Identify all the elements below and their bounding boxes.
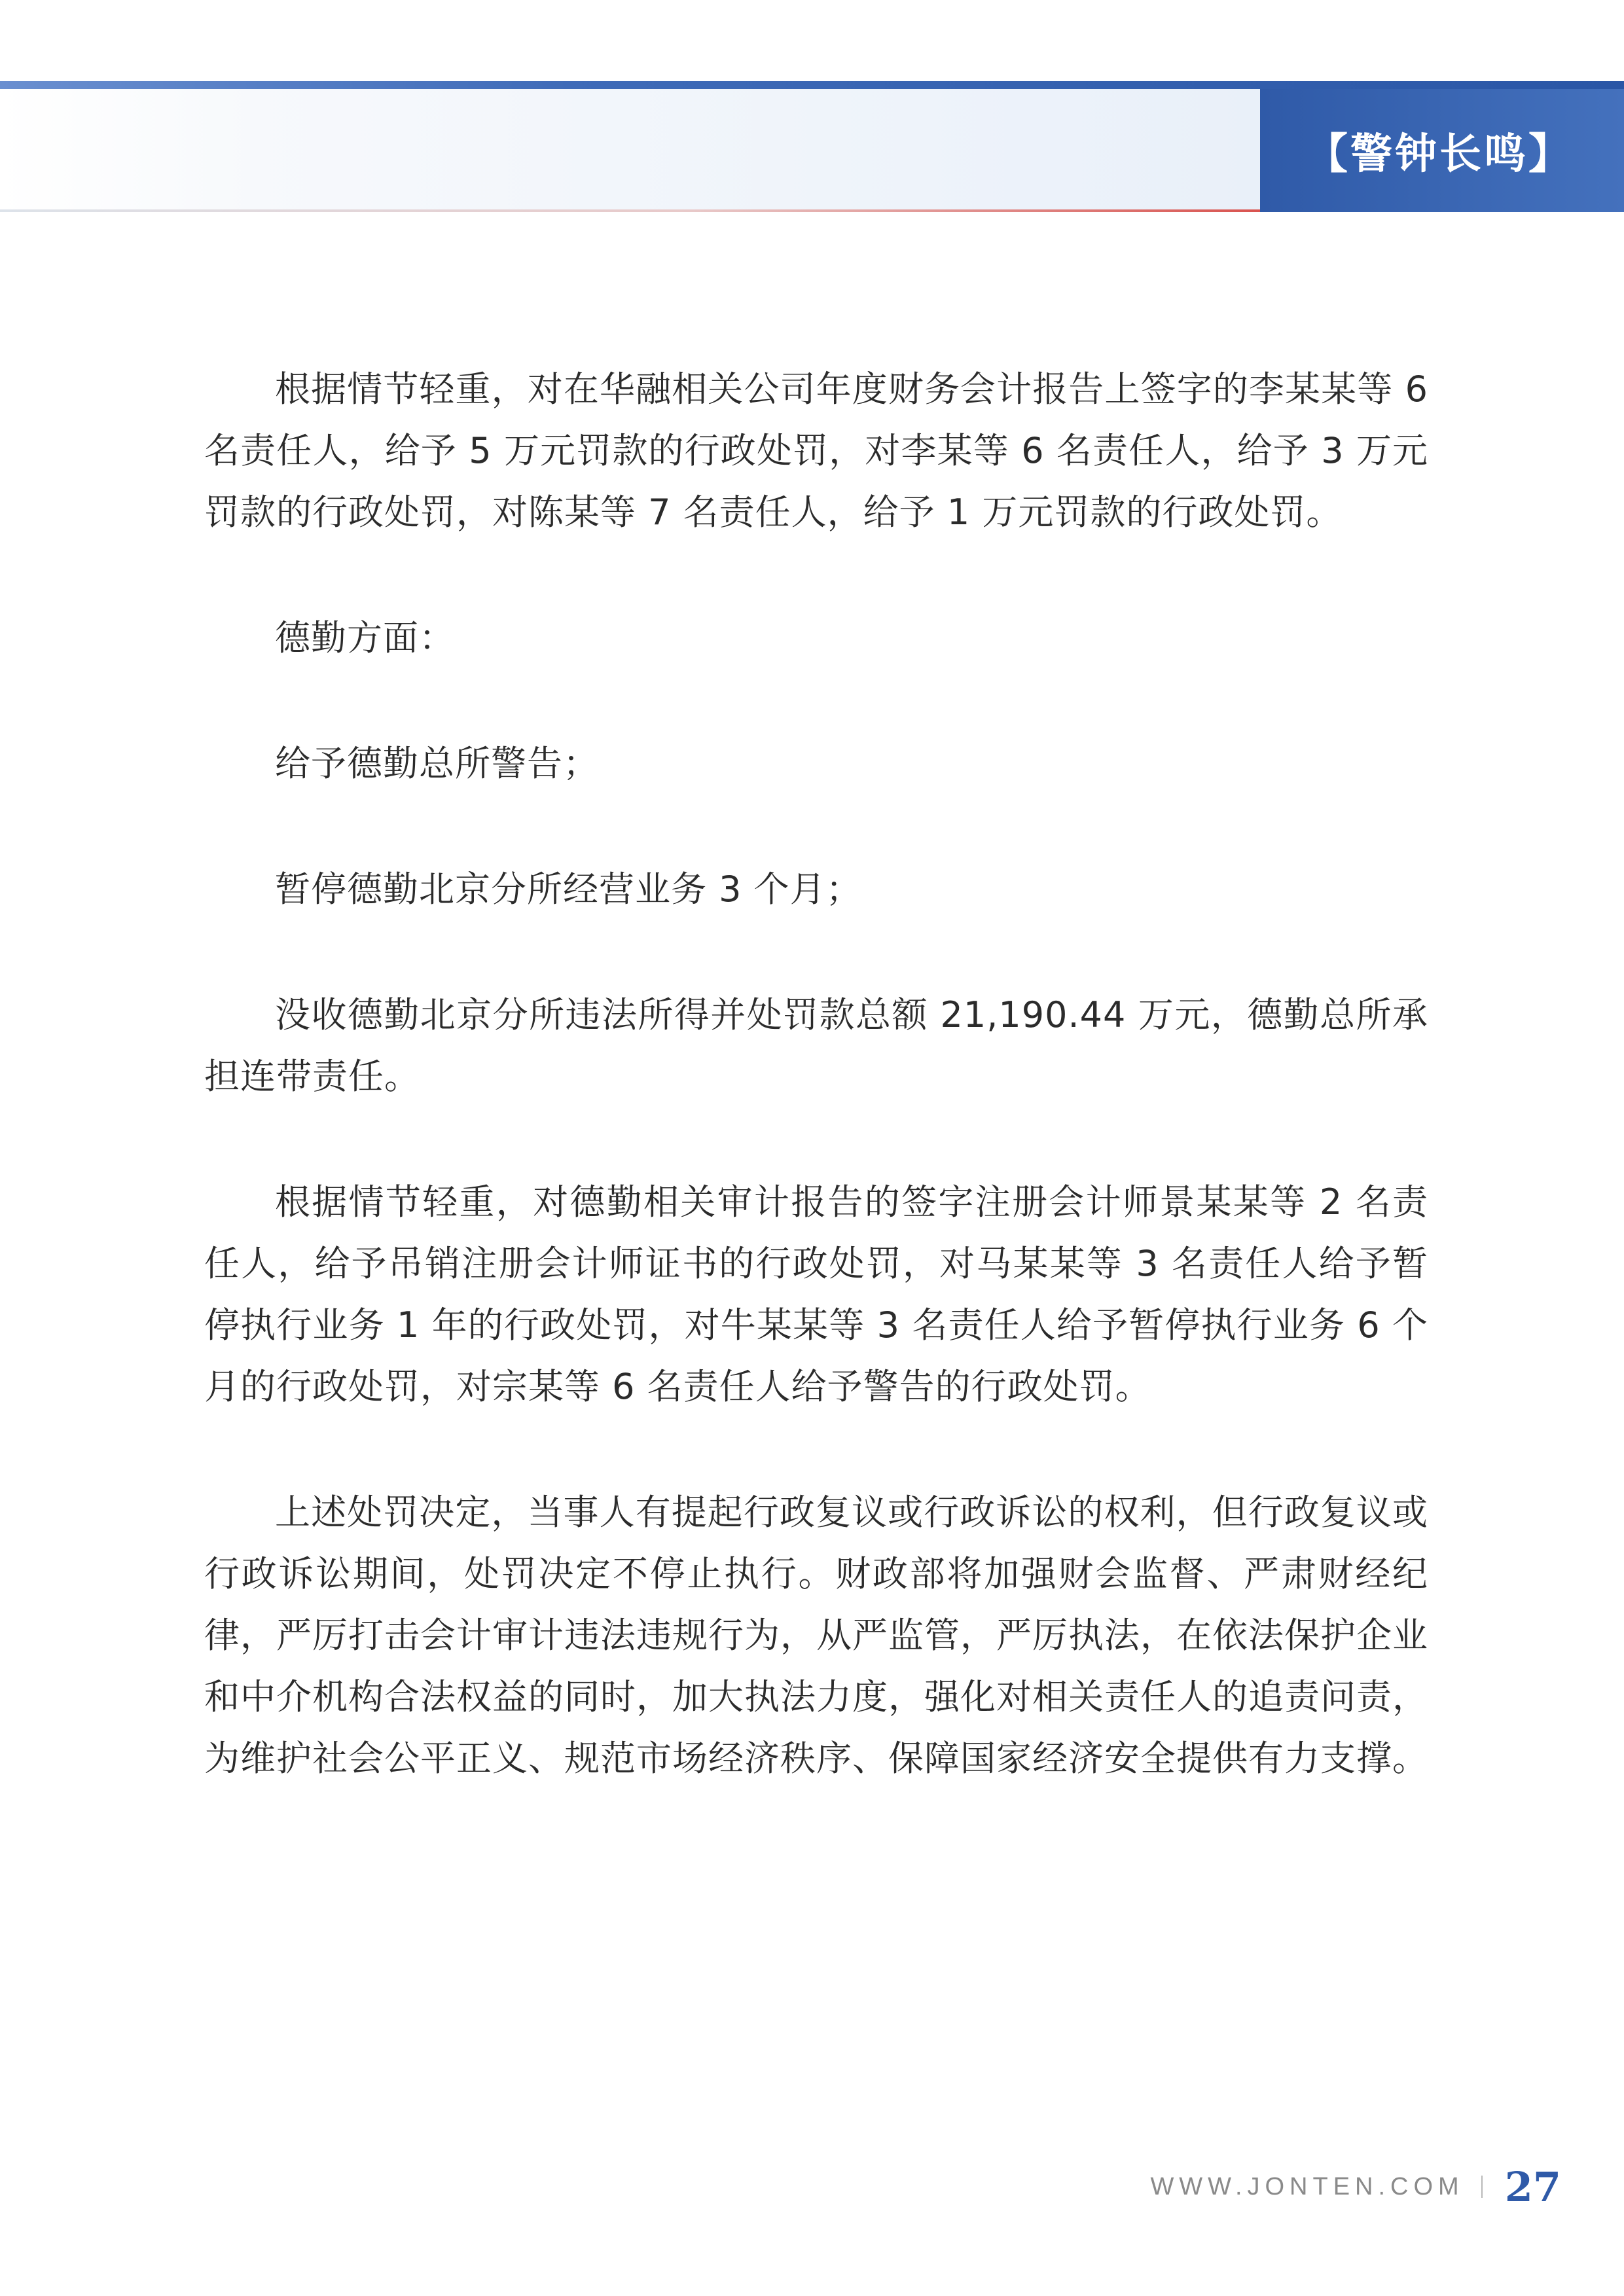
- paragraph-penalties-huarong: 根据情节轻重，对在华融相关公司年度财务会计报告上签字的李某某等 6 名责任人，给予 5 万元罚款的行政处罚，对李某等 6 名责任人，给予 3 万元罚款的行政处罚，对陈某等 7 名责任人，给予 1 万元罚款的行政处罚。: [204, 368, 1428, 533]
- header-top-rule: [0, 81, 1624, 89]
- header-bottom-rule: [0, 209, 1260, 212]
- footer-divider: [1481, 2176, 1483, 2198]
- paragraph-deloitte-fine: 没收德勤北京分所违法所得并处罚款总额 21,190.44 万元，德勤总所承担连带责任。: [204, 994, 1428, 1097]
- article-body: [204, 359, 1428, 1854]
- paragraph-deloitte-heading: 德勤方面：: [275, 617, 455, 658]
- paragraph-deloitte-individuals: 根据情节轻重，对德勤相关审计报告的签字注册会计师景某某等 2 名责任人，给予吊销注册会计师证书的行政处罚，对马某某等 3 名责任人给予暂停执行业务 1 年的行政处罚，对牛某某等 3 名责任人给予暂停执行业务 6 个月的行政处罚，对宗某等 6 名责任人给予警告的行政处罚。: [204, 1181, 1428, 1407]
- page-number: 27: [1504, 2162, 1561, 2211]
- footer-website: WWW.JONTEN.COM: [1150, 2172, 1464, 2200]
- paragraph-deloitte-warning: 给予德勤总所警告；: [275, 743, 599, 784]
- section-tag: [1260, 89, 1624, 212]
- paragraph-conclusion: 上述处罚决定，当事人有提起行政复议或行政诉讼的权利，但行政复议或行政诉讼期间，处罚决定不停止执行。财政部将加强财会监督、严肃财经纪律，严厉打击会计审计违法违规行为，从严监管，严厉执法，在依法保护企业和中介机构合法权益的同时，加大执法力度，强化对相关责任人的追责问责，为维护社会公平正义、规范市场经济秩序、保障国家经济安全提供有力支撑。: [204, 1492, 1428, 1779]
- page-footer: [1150, 2157, 1561, 2216]
- section-tag-label: 【警钟长鸣】: [1306, 130, 1573, 179]
- header-band: [0, 89, 1260, 211]
- paragraph-deloitte-suspension: 暂停德勤北京分所经营业务 3 个月；: [275, 869, 862, 910]
